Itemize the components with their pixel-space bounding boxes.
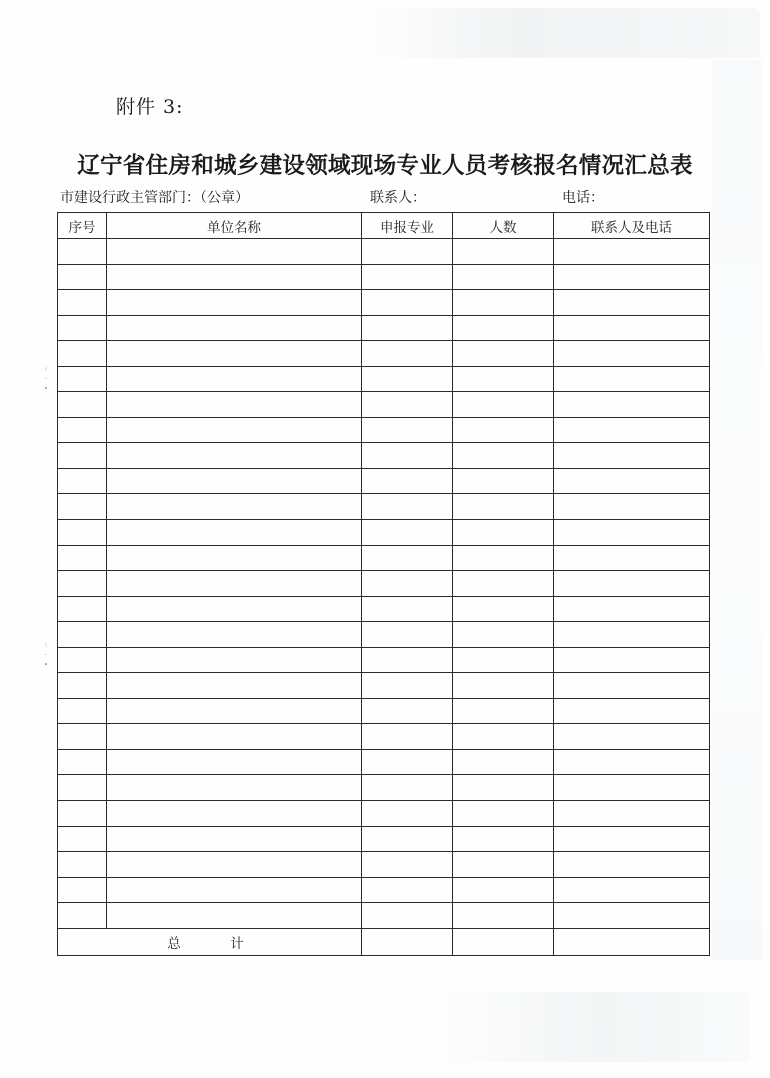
cell-contact-phone[interactable] [554,647,710,673]
table-row [58,749,710,775]
cell-specialty[interactable] [362,366,453,392]
cell-serial[interactable] [58,826,107,852]
cell-contact-phone[interactable] [554,596,710,622]
cell-count[interactable] [453,749,554,775]
cell-count[interactable] [453,239,554,265]
table-row [58,417,710,443]
table-row [58,468,710,494]
cell-serial[interactable] [58,494,107,520]
cell-specialty[interactable] [362,775,453,801]
cell-specialty[interactable] [362,673,453,699]
cell-contact-phone[interactable] [554,366,710,392]
cell-serial[interactable] [58,239,107,265]
cell-specialty[interactable] [362,468,453,494]
cell-serial[interactable] [58,417,107,443]
total-cell[interactable] [453,928,554,955]
cell-contact-phone[interactable] [554,852,710,878]
table-row [58,494,710,520]
cell-unit-name[interactable] [107,366,362,392]
cell-contact-phone[interactable] [554,749,710,775]
cell-contact-phone[interactable] [554,571,710,597]
cell-contact-phone[interactable] [554,698,710,724]
cell-count[interactable] [453,315,554,341]
cell-unit-name[interactable] [107,392,362,418]
document-title: 辽宁省住房和城乡建设领域现场专业人员考核报名情况汇总表 [77,153,693,179]
summary-table [57,212,710,956]
cell-count[interactable] [453,903,554,929]
cell-unit-name[interactable] [107,749,362,775]
cell-unit-name[interactable] [107,315,362,341]
scan-smudge [420,992,750,1062]
cell-contact-phone[interactable] [554,826,710,852]
cell-specialty[interactable] [362,801,453,827]
cell-serial[interactable] [58,903,107,929]
cell-count[interactable] [453,801,554,827]
cell-unit-name[interactable] [107,647,362,673]
info-row [0,187,770,209]
cell-specialty[interactable] [362,877,453,903]
cell-contact-phone[interactable] [554,801,710,827]
table-row [58,239,710,265]
cell-unit-name[interactable] [107,596,362,622]
table-header-row [58,213,710,239]
cell-count[interactable] [453,290,554,316]
cell-contact-phone[interactable] [554,239,710,265]
header-contact-phone: 联系人及电话 [554,213,710,239]
cell-specialty[interactable] [362,520,453,546]
cell-serial[interactable] [58,801,107,827]
cell-serial[interactable] [58,290,107,316]
table-row [58,264,710,290]
cell-serial[interactable] [58,673,107,699]
total-cell[interactable] [362,928,453,955]
cell-contact-phone[interactable] [554,903,710,929]
cell-contact-phone[interactable] [554,341,710,367]
cell-count[interactable] [453,417,554,443]
total-label: 总 计 [58,928,362,955]
cell-specialty[interactable] [362,264,453,290]
cell-unit-name[interactable] [107,468,362,494]
cell-serial[interactable] [58,852,107,878]
cell-count[interactable] [453,443,554,469]
table-row [58,698,710,724]
header-count: 人数 [453,213,554,239]
table-row [58,341,710,367]
cell-specialty[interactable] [362,239,453,265]
cell-serial[interactable] [58,698,107,724]
cell-count[interactable] [453,264,554,290]
cell-unit-name[interactable] [107,673,362,699]
cell-count[interactable] [453,724,554,750]
cell-contact-phone[interactable] [554,315,710,341]
cell-unit-name[interactable] [107,571,362,597]
cell-contact-phone[interactable] [554,264,710,290]
cell-serial[interactable] [58,571,107,597]
cell-contact-phone[interactable] [554,417,710,443]
cell-count[interactable] [453,571,554,597]
cell-count[interactable] [453,341,554,367]
table-row [58,520,710,546]
cell-unit-name[interactable] [107,852,362,878]
cell-contact-phone[interactable] [554,520,710,546]
cell-serial[interactable] [58,596,107,622]
cell-serial[interactable] [58,468,107,494]
cell-specialty[interactable] [362,724,453,750]
cell-unit-name[interactable] [107,494,362,520]
table-row [58,903,710,929]
cell-count[interactable] [453,366,554,392]
cell-specialty[interactable] [362,647,453,673]
cell-contact-phone[interactable] [554,622,710,648]
cell-serial[interactable] [58,315,107,341]
header-serial: 序号 [58,213,107,239]
cell-unit-name[interactable] [107,826,362,852]
cell-count[interactable] [453,468,554,494]
table-row [58,571,710,597]
cell-unit-name[interactable] [107,724,362,750]
cell-serial[interactable] [58,520,107,546]
cell-count[interactable] [453,520,554,546]
cell-specialty[interactable] [362,417,453,443]
cell-specialty[interactable] [362,571,453,597]
cell-contact-phone[interactable] [554,545,710,571]
cell-unit-name[interactable] [107,417,362,443]
cell-serial[interactable] [58,392,107,418]
cell-count[interactable] [453,622,554,648]
table-row [58,545,710,571]
cell-count[interactable] [453,596,554,622]
cell-count[interactable] [453,877,554,903]
cell-serial[interactable] [58,443,107,469]
total-row [58,928,710,955]
cell-unit-name[interactable] [107,443,362,469]
cell-specialty[interactable] [362,290,453,316]
department-label: 市建设行政主管部门：（公章） [60,190,249,206]
cell-count[interactable] [453,775,554,801]
cell-serial[interactable] [58,647,107,673]
scan-smudge [360,8,760,58]
cell-specialty[interactable] [362,852,453,878]
contact-label: 联系人： [370,190,426,206]
header-specialty: 申报专业 [362,213,453,239]
cell-specialty[interactable] [362,545,453,571]
cell-contact-phone[interactable] [554,494,710,520]
cell-count[interactable] [453,826,554,852]
table-row [58,443,710,469]
cell-count[interactable] [453,545,554,571]
cell-unit-name[interactable] [107,520,362,546]
cell-unit-name[interactable] [107,239,362,265]
cell-serial[interactable] [58,877,107,903]
cell-count[interactable] [453,494,554,520]
cell-contact-phone[interactable] [554,877,710,903]
cell-serial[interactable] [58,545,107,571]
cell-unit-name[interactable] [107,801,362,827]
cell-specialty[interactable] [362,341,453,367]
cell-unit-name[interactable] [107,264,362,290]
cell-count[interactable] [453,852,554,878]
cell-contact-phone[interactable] [554,724,710,750]
cell-unit-name[interactable] [107,775,362,801]
cell-serial[interactable] [58,622,107,648]
phone-label: 电话： [562,190,604,206]
binding-hole-mark: ⁝ · • [43,365,49,393]
cell-serial[interactable] [58,264,107,290]
cell-count[interactable] [453,647,554,673]
cell-unit-name[interactable] [107,903,362,929]
cell-serial[interactable] [58,775,107,801]
cell-specialty[interactable] [362,698,453,724]
cell-specialty[interactable] [362,443,453,469]
cell-unit-name[interactable] [107,545,362,571]
cell-unit-name[interactable] [107,622,362,648]
cell-count[interactable] [453,673,554,699]
table-row [58,852,710,878]
cell-serial[interactable] [58,724,107,750]
cell-unit-name[interactable] [107,290,362,316]
total-cell[interactable] [554,928,710,955]
table-row [58,775,710,801]
cell-specialty[interactable] [362,494,453,520]
table-row [58,826,710,852]
cell-count[interactable] [453,698,554,724]
header-unit-name: 单位名称 [107,213,362,239]
cell-contact-phone[interactable] [554,392,710,418]
table-row [58,392,710,418]
cell-serial[interactable] [58,366,107,392]
cell-serial[interactable] [58,341,107,367]
cell-specialty[interactable] [362,826,453,852]
cell-specialty[interactable] [362,315,453,341]
attachment-label: 附件 3: [116,96,184,118]
table-row [58,724,710,750]
cell-specialty[interactable] [362,596,453,622]
table-row [58,673,710,699]
cell-contact-phone[interactable] [554,673,710,699]
cell-contact-phone[interactable] [554,443,710,469]
table-row [58,877,710,903]
cell-specialty[interactable] [362,622,453,648]
cell-specialty[interactable] [362,903,453,929]
cell-contact-phone[interactable] [554,775,710,801]
table-row [58,647,710,673]
table-body [58,239,710,929]
cell-contact-phone[interactable] [554,290,710,316]
cell-unit-name[interactable] [107,698,362,724]
cell-specialty[interactable] [362,749,453,775]
binding-hole-mark: ⁝ · • [43,641,49,669]
cell-unit-name[interactable] [107,341,362,367]
cell-contact-phone[interactable] [554,468,710,494]
cell-specialty[interactable] [362,392,453,418]
table-row [58,315,710,341]
cell-serial[interactable] [58,749,107,775]
table-row [58,366,710,392]
cell-unit-name[interactable] [107,877,362,903]
cell-count[interactable] [453,392,554,418]
table-row [58,801,710,827]
table-row [58,596,710,622]
table-row [58,290,710,316]
table-row [58,622,710,648]
